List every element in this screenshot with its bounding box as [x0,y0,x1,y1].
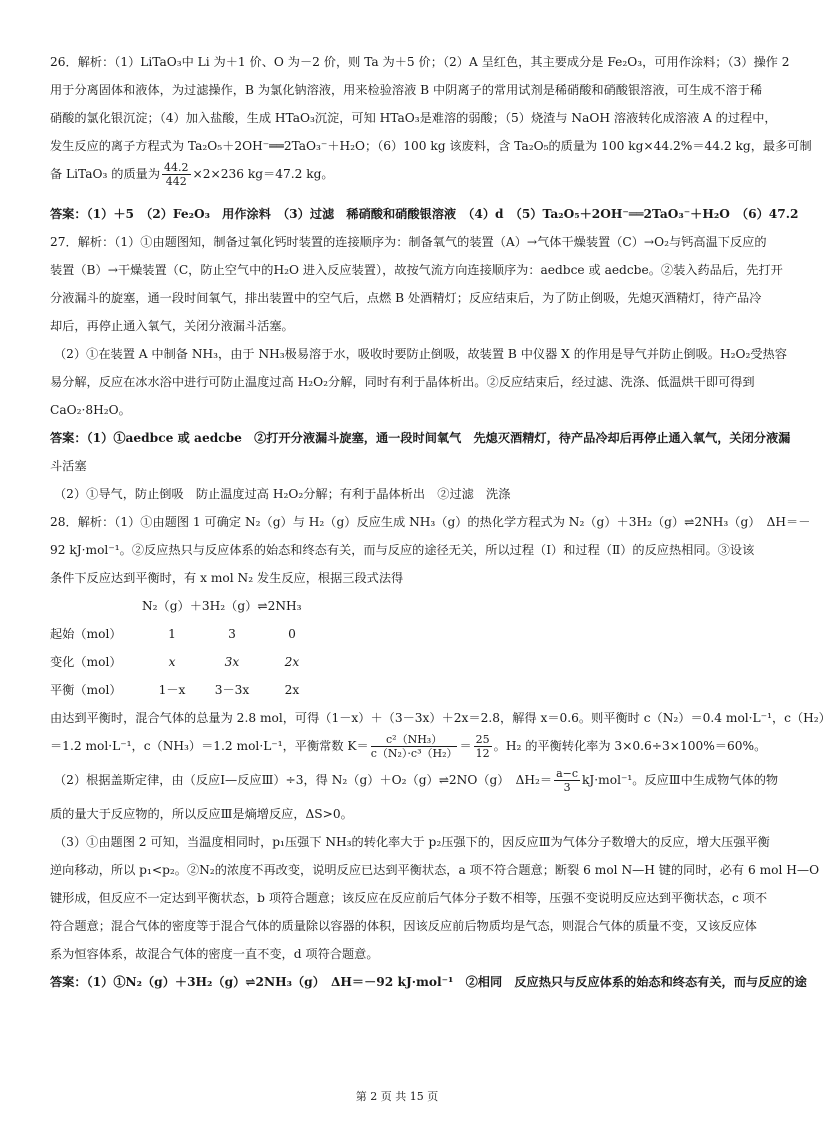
text-line: 符合题意；混合气体的密度等于混合气体的质量除以容器的体积，因该反应前后物质均是气态，则混合气体的质量不变，又该反应体 [50,919,757,933]
text-segment: 备 LiTaO₃ 的质量为 [50,167,161,181]
table-cell: 3x [224,655,240,669]
table-cell: 3 [228,627,236,641]
text-line [50,160,754,194]
fraction-denominator: c（N₂）·c³（H₂） [370,747,458,760]
text-line: 逆向移动，所以 p₁<p₂。②N₂的浓度不再改变，说明反应已达到平衡状态，a 项不符合题意；断裂 6 mol N—H 键的同时，必有 6 mol H—O [50,863,820,877]
text-line: 却后，再停止通入氧气，关闭分液漏斗活塞。 [50,319,294,333]
text-line: 由达到平衡时，混合气体的总量为 2.8 mol，可得（1－x）＋（3－3x）＋2x＝2.8，解得 x＝0.6。则平衡时 c（N₂）＝0.4 mol·L⁻¹，c（H₂） [50,711,831,725]
text-line: 键形成，但反应不一定达到平衡状态，b 项符合题意；该反应在反应前后气体分子数不相等，压强不变说明反应达到平衡状态，c 项不 [50,891,768,905]
table-cell: x [168,655,176,669]
table-cell: 3－3x [214,683,250,697]
text-line: 发生反应的离子方程式为 Ta₂O₅＋2OH⁻══2TaO₃⁻＋H₂O；（6）100 kg 该废料，含 Ta₂O₅的质量为 100 kg×44.2%＝44.2 kg，最多可制 [50,139,812,153]
table-row [50,648,322,676]
text-segment: 。H₂ 的平衡转化率为 3×0.6÷3×100%＝60%。 [493,739,767,753]
text-line: 分液漏斗的旋塞，通一段时间氧气，排出装置中的空气后，点燃 B 处酒精灯；反应结束后，为了防止倒吸，先熄灭酒精灯，待产品冷 [50,291,762,305]
text-line: （3）①由题图 2 可知，当温度相同时，p₁压强下 NH₃的转化率大于 p₂压强下的，因反应Ⅲ为气体分子数增大的反应，增大压强平衡 [54,835,770,849]
text-line: 26．解析：（1）LiTaO₃中 Li 为＋1 价、O 为－2 价，则 Ta 为＋5 价；（2）A 呈红色，其主要成分是 Fe₂O₃，可用作涂料；（3）操作 2 [50,55,790,69]
fraction-numerator: a−c [556,767,579,780]
text-line: 易分解，反应在冰水浴中进行可防止温度过高 H₂O₂分解，同时有利于晶体析出。②反应结束后，经过滤、洗涤、低温烘干即可得到 [50,375,755,389]
text-line [50,732,767,766]
row-label: 平衡（mol） [50,683,122,697]
text-line: 条件下反应达到平衡时，有 x mol N₂ 发生反应，根据三段式法得 [50,571,404,585]
fraction-numerator: 25 [475,733,490,746]
text-line: 斗活塞 [50,459,87,473]
text-line: 用于分离固体和液体，为过滤操作，B 为氯化钠溶液，用来检验溶液 B 中阴离子的常用试剂是稀硝酸和硝酸银溶液，可生成不溶于稀 [50,83,763,97]
page-footer: 第 2 页 共 15 页 [355,1090,439,1103]
fraction-denominator: 12 [475,747,490,760]
answer-line: 答案：（1）①aedbce 或 aedcbe ②打开分液漏斗旋塞，通一段时间氧气 先熄灭酒精灯，待产品冷却后再停止通入氧气，关闭分液漏 [50,431,791,445]
text-line: （2）①在装置 A 中制备 NH₃，由于 NH₃极易溶于水，吸收时要防止倒吸，故装置 B 中仪器 X 的作用是导气并防止倒吸。H₂O₂受热容 [54,347,787,361]
answer-line: 答案：（1）①N₂（g）＋3H₂（g）⇌2NH₃（g） ΔH＝－92 kJ·mol⁻¹ ②相同 反应热只与反应体系的始态和终态有关，而与反应的途 [50,975,807,989]
text-line: 92 kJ·mol⁻¹。②反应热只与反应体系的始态和终态有关，而与反应的途径无关，所以过程（Ⅰ）和过程（Ⅱ）的反应热相同。③设该 [50,543,755,557]
text-line: 系为恒容体系，故混合气体的密度一直不变，d 项符合题意。 [50,947,379,961]
fraction [554,767,580,794]
text-line: 28．解析：（1）①由题图 1 可确定 N₂（g）与 H₂（g）反应生成 NH₃（g）的热化学方程式为 N₂（g）＋3H₂（g）⇌2NH₃（g） ΔH＝－ [50,515,811,529]
text-line: CaO₂·8H₂O。 [50,403,131,417]
text-line: 装置（B）→干燥装置（C，防止空气中的H₂O 进入反应装置），故按气流方向连接顺序为：aedbce 或 aedcbe。②装入药品后，先打开 [50,263,783,277]
fraction-numerator: 44.2 [164,161,189,174]
table-row [50,676,322,704]
table-cell: 1－x [158,683,186,697]
document-body [50,48,831,996]
text-line: 硝酸的氯化银沉淀；（4）加入盐酸，生成 HTaO₃沉淀，可知 HTaO₃是难溶的弱酸；（5）烧渣与 NaOH 溶液转化成溶液 A 的过程中， [50,111,777,125]
row-label: 起始（mol） [50,627,122,641]
text-segment: ＝1.2 mol·L⁻¹，c（NH₃）＝1.2 mol·L⁻¹，平衡常数 K＝ [50,739,369,753]
text-segment: ×2×236 kg＝47.2 kg。 [192,167,334,181]
text-line: 质的量大于反应物的，所以反应Ⅲ是熵增反应，ΔS>0。 [50,807,353,821]
three-stage-table [50,620,322,704]
row-label: 变化（mol） [50,655,122,669]
fraction [474,733,492,760]
equation-header: N₂（g）＋3H₂（g）⇌2NH₃ [142,599,302,613]
table-cell: 0 [288,627,296,641]
fraction [371,733,458,760]
text-line: 27．解析：（1）①由题图知，制备过氧化钙时装置的连接顺序为：制备氧气的装置（A）→气体干燥装置（C）→O₂与钙高温下反应的 [50,235,767,249]
table-cell: 2x [284,683,300,697]
fraction [162,161,191,188]
fraction-numerator: c²（NH₃） [371,733,458,747]
text-segment: kJ·mol⁻¹。反应Ⅲ中生成物气体的物 [582,773,779,787]
text-line [50,766,779,800]
text-segment: （2）根据盖斯定律，由（反应Ⅰ—反应Ⅲ）÷3，得 N₂（g）＋O₂（g）⇌2NO（g） ΔH₂＝ [54,773,553,787]
table-row [50,620,322,648]
table-cell: 2x [284,655,300,669]
table-cell: 1 [168,627,176,641]
text-segment: ＝ [459,739,472,753]
fraction-denominator: 3 [563,781,571,794]
fraction-denominator: 442 [165,175,187,188]
answer-line: （2）①导气，防止倒吸 防止温度过高 H₂O₂分解；有利于晶体析出 ②过滤 洗涤 [54,487,511,501]
answer-line: 答案：（1）＋5 （2）Fe₂O₃ 用作涂料 （3）过滤 稀硝酸和硝酸银溶液 （4）d （5）Ta₂O₅＋2OH⁻══2TaO₃⁻＋H₂O （6）47.2 [50,207,799,221]
